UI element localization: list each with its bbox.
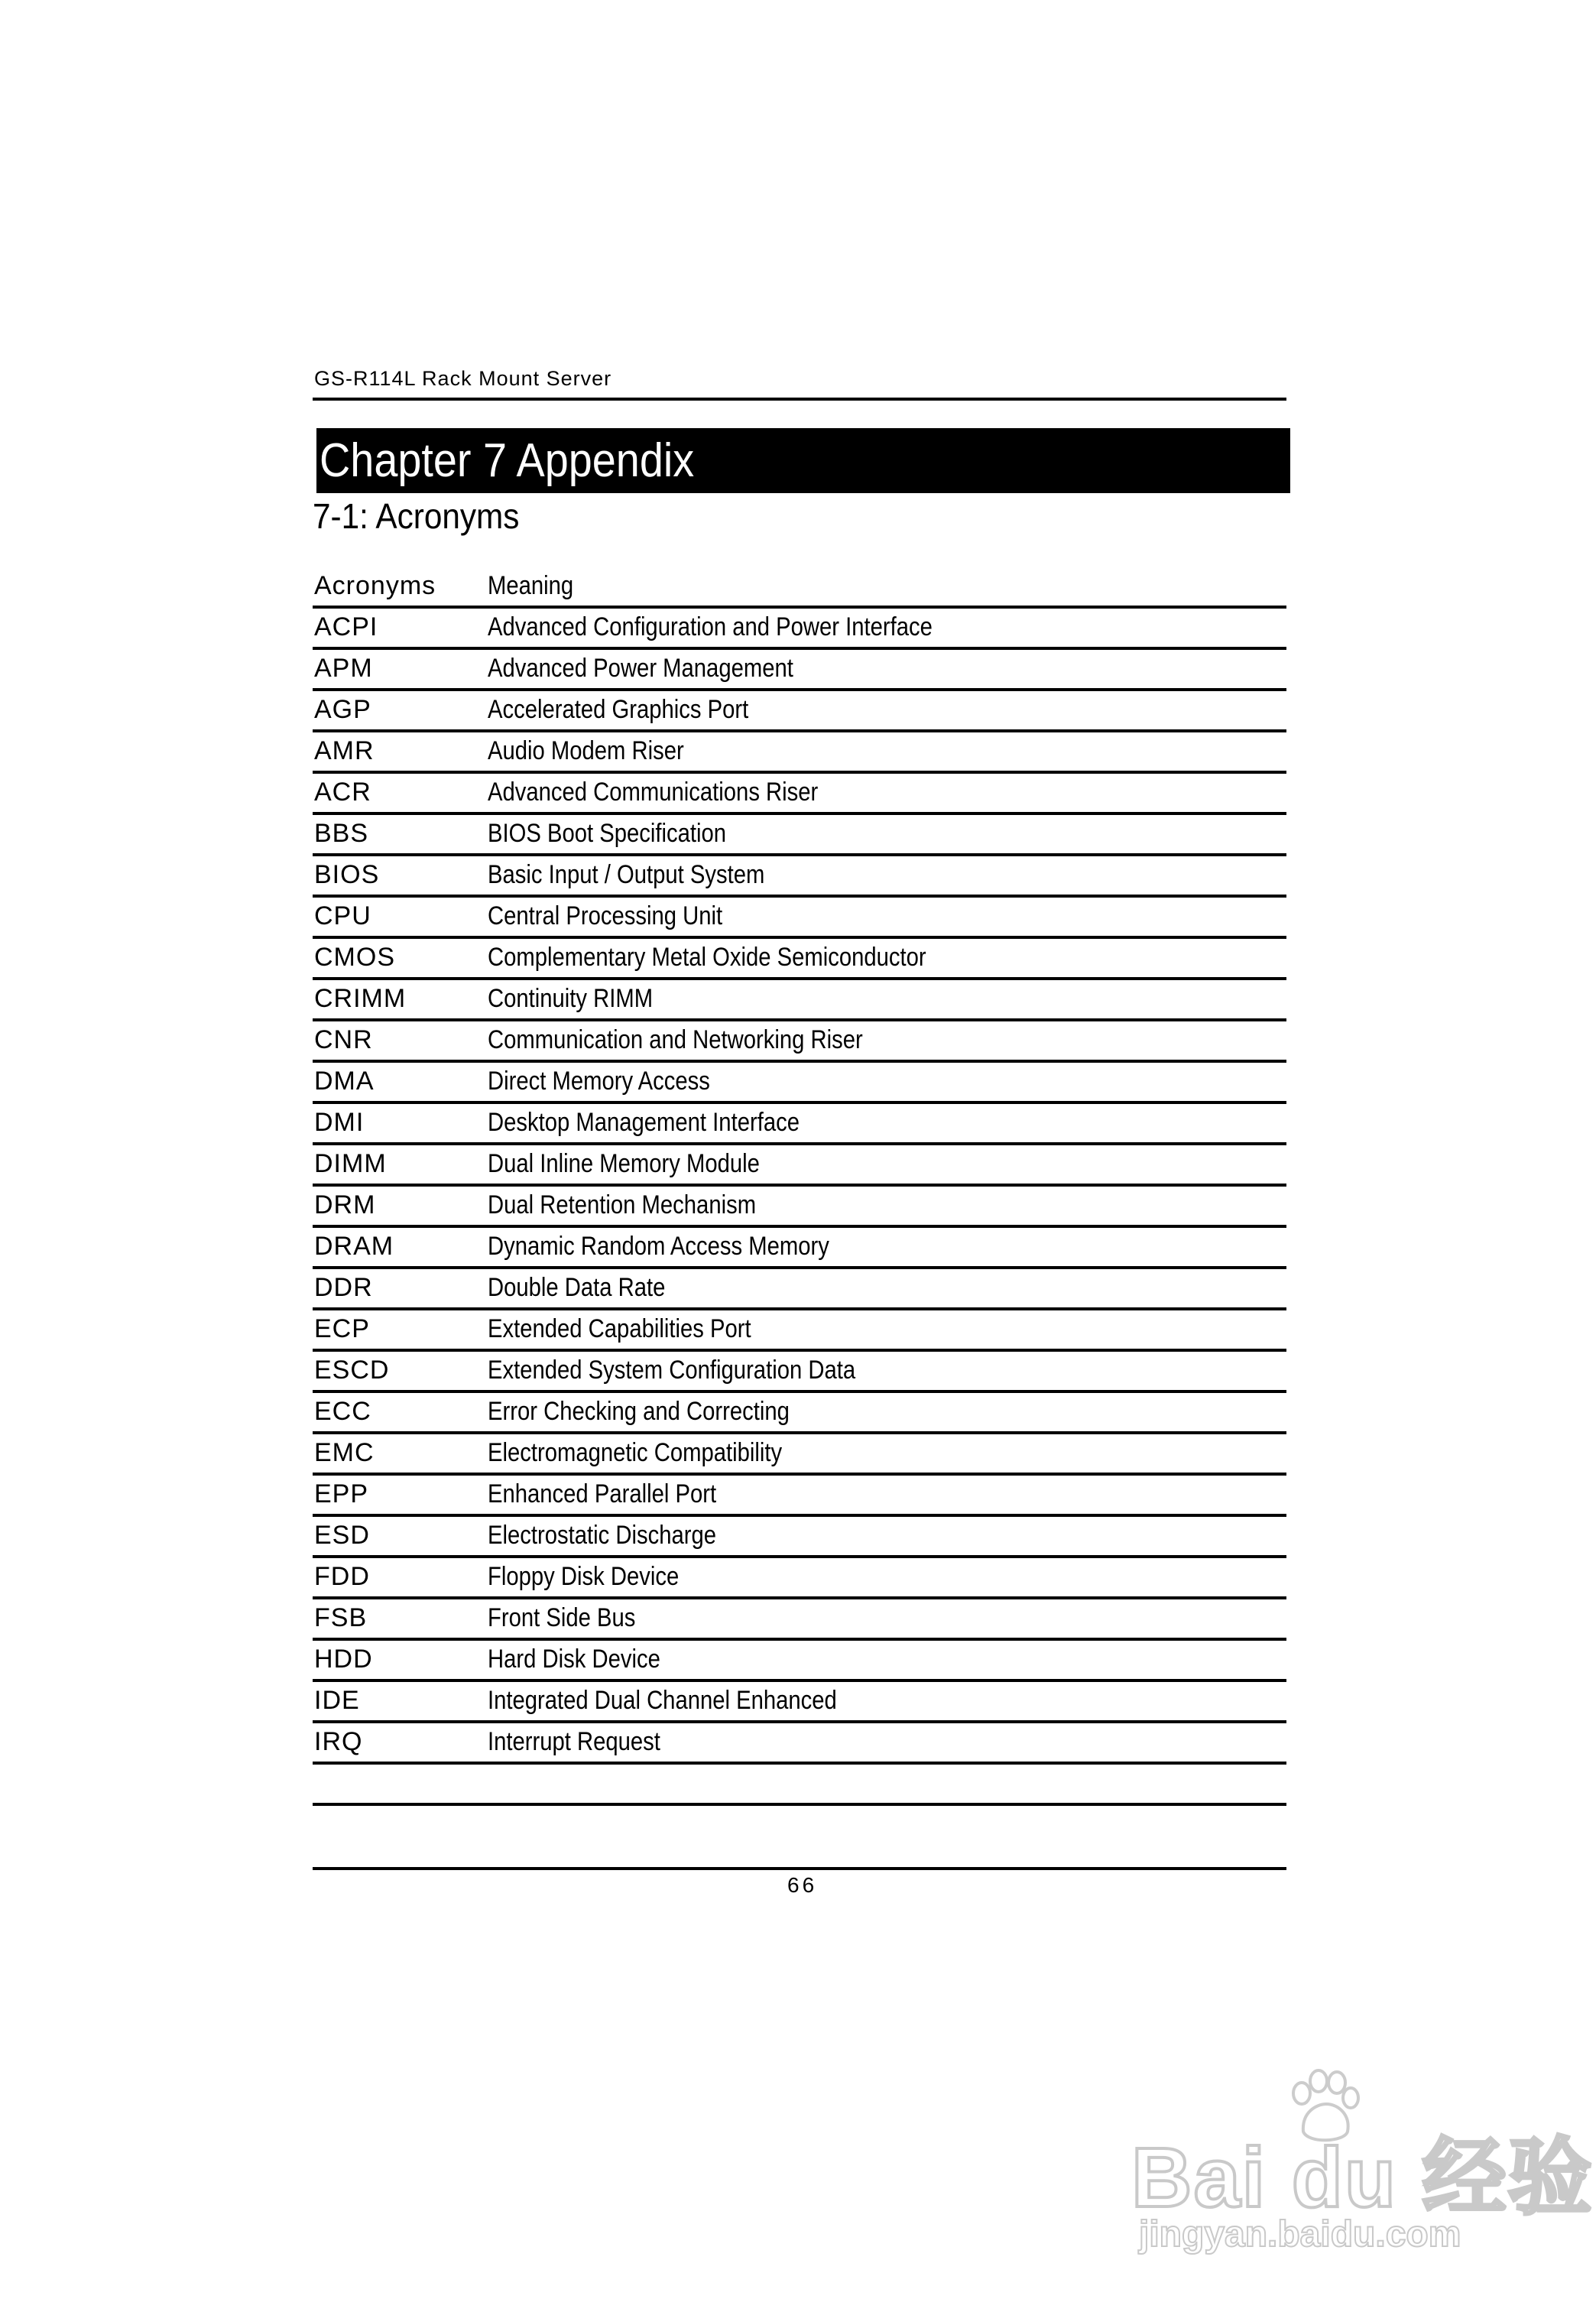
meaning-cell: Double Data Rate xyxy=(488,1273,666,1302)
table-row xyxy=(313,1476,1286,1517)
table-row xyxy=(313,815,1286,856)
meaning-cell: Extended System Configuration Data xyxy=(488,1356,856,1385)
acronym-cell: IRQ xyxy=(314,1727,363,1756)
watermark-site: jingyan.baidu.com xyxy=(1139,2214,1461,2255)
meaning-cell: BIOS Boot Specification xyxy=(488,819,727,848)
table-row xyxy=(313,1641,1286,1682)
table-row xyxy=(313,1187,1286,1228)
acronyms-table xyxy=(313,567,1286,1806)
acronym-cell: FDD xyxy=(314,1562,370,1591)
table-row xyxy=(313,1393,1286,1434)
table-row xyxy=(313,1104,1286,1145)
meaning-cell: Extended Capabilities Port xyxy=(488,1314,751,1343)
table-row xyxy=(313,609,1286,650)
column-header-acronyms: Acronyms xyxy=(314,571,436,600)
column-header-meaning: Meaning xyxy=(488,571,574,600)
acronym-cell: ESD xyxy=(314,1521,370,1550)
section-title: 7-1: Acronyms xyxy=(313,496,520,536)
table-row xyxy=(313,856,1286,898)
table-row xyxy=(313,691,1286,732)
acronym-cell: CMOS xyxy=(314,943,395,972)
acronym-cell: ESCD xyxy=(314,1356,390,1385)
acronym-cell: AMR xyxy=(314,736,375,765)
running-header: GS-R114L Rack Mount Server xyxy=(314,367,612,390)
meaning-cell: Advanced Configuration and Power Interface xyxy=(488,612,933,641)
table-row xyxy=(313,1228,1286,1269)
table-row xyxy=(313,980,1286,1021)
meaning-cell: Floppy Disk Device xyxy=(488,1562,680,1591)
table-row xyxy=(313,1021,1286,1063)
acronym-cell: ECP xyxy=(314,1314,370,1343)
acronym-cell: BIOS xyxy=(314,860,380,889)
chapter-banner xyxy=(316,428,1290,493)
meaning-cell: Audio Modem Riser xyxy=(488,736,684,765)
acronym-cell: APM xyxy=(314,654,373,683)
chapter-title: Chapter 7 Appendix xyxy=(320,434,695,487)
meaning-cell: Electromagnetic Compatibility xyxy=(488,1438,783,1467)
meaning-cell: Front Side Bus xyxy=(488,1603,636,1632)
acronym-cell: IDE xyxy=(314,1686,360,1715)
meaning-cell: Basic Input / Output System xyxy=(488,860,765,889)
acronym-cell: EPP xyxy=(314,1479,369,1508)
acronym-cell: HDD xyxy=(314,1645,373,1674)
table-row xyxy=(313,732,1286,774)
acronym-cell: EMC xyxy=(314,1438,375,1467)
acronym-cell: DRM xyxy=(314,1190,376,1219)
meaning-cell: Interrupt Request xyxy=(488,1727,660,1756)
meaning-cell: Dual Retention Mechanism xyxy=(488,1190,757,1219)
watermark xyxy=(1131,2064,1594,2255)
meaning-cell: Direct Memory Access xyxy=(488,1067,710,1096)
table-row xyxy=(313,1352,1286,1393)
acronym-cell: AGP xyxy=(314,695,371,724)
meaning-cell: Advanced Communications Riser xyxy=(488,778,819,807)
meaning-cell: Dynamic Random Access Memory xyxy=(488,1232,829,1261)
meaning-cell: Accelerated Graphics Port xyxy=(488,695,749,724)
footer-rule xyxy=(313,1867,1286,1870)
meaning-cell: Error Checking and Correcting xyxy=(488,1397,790,1426)
meaning-cell: Integrated Dual Channel Enhanced xyxy=(488,1686,837,1715)
table-row xyxy=(313,1145,1286,1187)
acronym-cell: BBS xyxy=(314,819,369,848)
meaning-cell: Central Processing Unit xyxy=(488,901,723,930)
acronym-cell: ECC xyxy=(314,1397,371,1426)
meaning-cell: Complementary Metal Oxide Semiconductor xyxy=(488,943,926,972)
meaning-cell: Electrostatic Discharge xyxy=(488,1521,717,1550)
table-row xyxy=(313,898,1286,939)
acronym-cell: DMA xyxy=(314,1067,375,1096)
meaning-cell: Enhanced Parallel Port xyxy=(488,1479,717,1508)
acronym-cell: FSB xyxy=(314,1603,368,1632)
meaning-cell: Continuity RIMM xyxy=(488,984,654,1013)
table-row xyxy=(313,1723,1286,1765)
acronym-cell: CNR xyxy=(314,1025,373,1054)
acronym-cell: DIMM xyxy=(314,1149,387,1178)
acronym-cell: DDR xyxy=(314,1273,373,1302)
meaning-cell: Dual Inline Memory Module xyxy=(488,1149,760,1178)
meaning-cell: Communication and Networking Riser xyxy=(488,1025,863,1054)
acronym-cell: ACPI xyxy=(314,612,378,641)
acronym-cell: CPU xyxy=(314,901,371,930)
table-row xyxy=(313,1599,1286,1641)
table-row xyxy=(313,1269,1286,1310)
meaning-cell: Hard Disk Device xyxy=(488,1645,660,1674)
acronym-cell: DRAM xyxy=(314,1232,394,1261)
meaning-cell: Advanced Power Management xyxy=(488,654,793,683)
table-row xyxy=(313,1434,1286,1476)
page-number: 66 xyxy=(787,1873,818,1897)
acronym-cell: DMI xyxy=(314,1108,365,1137)
table-row xyxy=(313,1517,1286,1558)
table-row xyxy=(313,1063,1286,1104)
acronym-cell: CRIMM xyxy=(314,984,407,1013)
acronym-cell: ACR xyxy=(314,778,371,807)
table-row xyxy=(313,1558,1286,1599)
table-row xyxy=(313,1310,1286,1352)
meaning-cell: Desktop Management Interface xyxy=(488,1108,800,1137)
table-blank-row xyxy=(313,1765,1286,1806)
header-rule xyxy=(313,398,1286,401)
table-row xyxy=(313,650,1286,691)
table-row xyxy=(313,1682,1286,1723)
watermark-brand: Bai du 经验 xyxy=(1131,2131,1594,2225)
table-row xyxy=(313,939,1286,980)
table-header-row xyxy=(313,567,1286,609)
table-row xyxy=(313,774,1286,815)
